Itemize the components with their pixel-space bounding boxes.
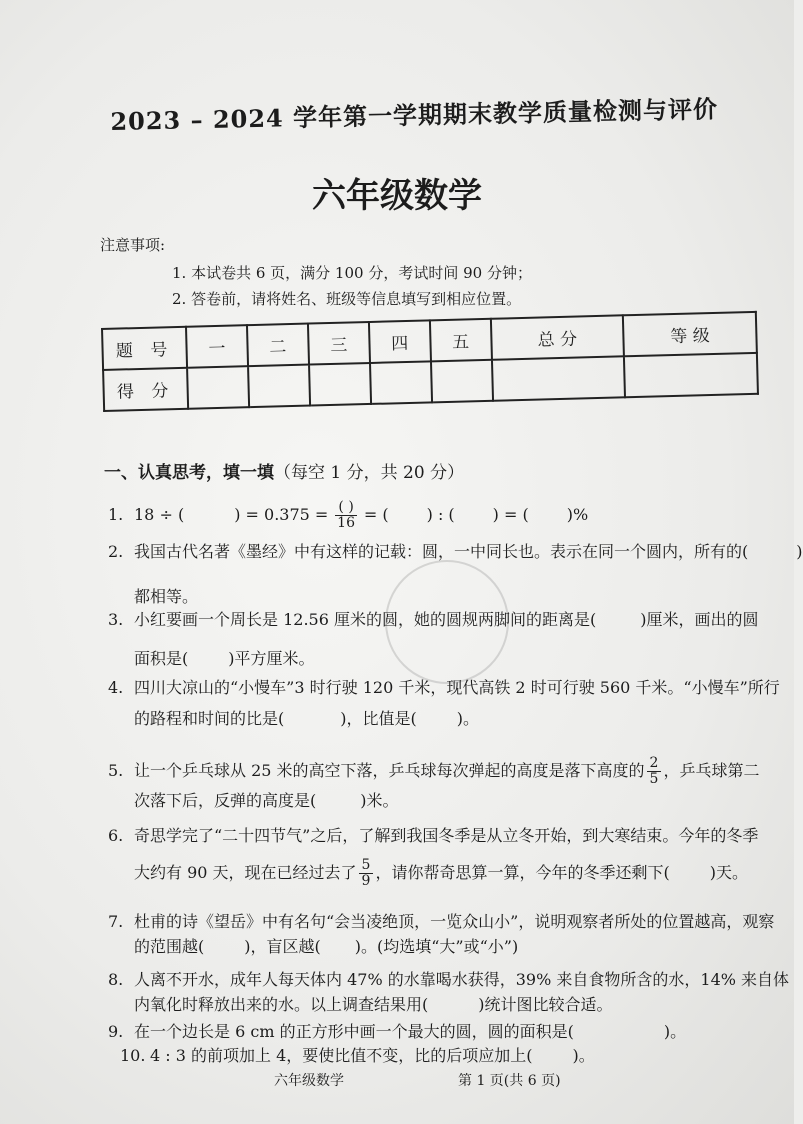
q9-text: 在一个边长是 6 cm 的正方形中画一个最大的圆，圆的面积是(: [134, 1022, 574, 1041]
question-5: [108, 756, 759, 787]
question-6: [108, 826, 758, 846]
question-8: [108, 970, 789, 990]
q4-line2-b: )，比值是(: [340, 709, 417, 728]
q3-line2-b: )平方厘米。: [228, 649, 315, 668]
score-cell[interactable]: [248, 365, 310, 408]
q5-text: 让一个乒乓球从 25 米的高空下落，乒乓球每次弹起的高度是落下高度的: [134, 761, 645, 780]
score-cell[interactable]: [491, 356, 625, 400]
fraction-numerator: 5: [359, 858, 374, 874]
section-1-title: 一、认真思考，填一填: [104, 463, 274, 483]
question-number: 9.: [108, 1022, 124, 1041]
question-number: 8.: [108, 970, 124, 989]
q5-line2-a: 次落下后，反弹的高度是(: [134, 791, 317, 810]
cell-section-5: 五: [430, 319, 492, 362]
q8-line2-a: 内氧化时释放出来的水。以上调查结果用(: [134, 995, 429, 1014]
notice-item-2: 2. 答卷前，请将姓名、班级等信息填写到相应位置。: [172, 290, 522, 308]
question-10: [120, 1046, 595, 1066]
footer-page-number: 第 1 页(共 6 页): [458, 1073, 561, 1089]
q6-text: 奇思学完了“二十四节气”之后，了解到我国冬季是从立冬开始，到大寒结束。今年的冬季: [134, 826, 759, 845]
q6-fraction: [359, 858, 374, 889]
q6-line2: [134, 858, 748, 889]
question-3: [108, 610, 758, 630]
q8-line2: [134, 992, 613, 1015]
q4-line2-c: )。: [456, 709, 479, 728]
question-9: [108, 1022, 686, 1042]
cell-section-4: 四: [369, 320, 431, 363]
question-7: [108, 912, 774, 932]
cell-section-2: 二: [247, 324, 309, 367]
q1-text-c: = (: [363, 505, 389, 524]
score-cell[interactable]: [370, 361, 432, 404]
q7-text: 杜甫的诗《望岳》中有名句“会当凌绝顶，一览众山小”，说明观察者所处的位置越高，观察: [134, 912, 775, 931]
q2-text: 我国古代名著《墨经》中有这样的记载：圆，一中同长也。表示在同一个圆内，所有的(: [134, 542, 749, 561]
cell-question-number-label: 题 号: [102, 327, 187, 370]
q2-text-end: ): [796, 542, 803, 561]
q7-line2-c: )。(均选填“大”或“小”): [354, 937, 519, 956]
q4-line2-a: 的路程和时间的比是(: [134, 709, 285, 728]
fraction-denominator: 16: [337, 515, 355, 531]
section-1-note: （每空 1 分，共 20 分）: [274, 463, 465, 483]
section-1-heading: [104, 458, 464, 483]
q3-text: 小红要画一个周长是 12.56 厘米的圆，她的圆规两脚间的距离是(: [134, 610, 597, 629]
question-number: 2.: [108, 542, 124, 561]
q5-line2-b: )米。: [360, 791, 399, 810]
q6-line2-a: 大约有 90 天，现在已经过去了: [134, 863, 357, 882]
notice-item-1: 1. 本试卷共 6 页，满分 100 分，考试时间 90 分钟；: [172, 264, 532, 282]
score-cell[interactable]: [187, 366, 249, 409]
fraction-denominator: 5: [649, 771, 659, 787]
q6-line2-b: ，请你帮奇思算一算，今年的冬季还剩下(: [375, 863, 670, 882]
cell-total-label: 总 分: [490, 315, 624, 359]
score-cell[interactable]: [431, 360, 493, 403]
q5-line2: [134, 788, 399, 811]
cell-score-label: 得 分: [103, 368, 188, 411]
footer-subject: 六年级数学: [274, 1073, 344, 1089]
q6-line2-c: )天。: [709, 863, 748, 882]
q7-line2-b: )，盲区越(: [244, 937, 321, 956]
q9-text-end: )。: [663, 1022, 687, 1041]
q4-line2: [134, 706, 479, 729]
q10-text: 4 : 3 的前项加上 4，要使比值不变，比的后项应加上(: [150, 1046, 533, 1065]
subject-title: 六年级数学: [312, 176, 482, 216]
exam-title: 2023 – 2024 学年第一学期期末教学质量检测与评价: [110, 94, 719, 136]
question-2: [108, 542, 803, 562]
q3-line2-a: 面积是(: [134, 649, 189, 668]
question-number: 10.: [120, 1046, 146, 1065]
q1-text-d: ) : (: [426, 505, 455, 524]
q10-text-end: )。: [572, 1046, 595, 1065]
question-number: 5.: [108, 761, 124, 780]
question-number: 1.: [108, 505, 124, 524]
q8-text: 人离不开水，成年人每天体内 47% 的水靠喝水获得，39% 来自食物所含的水，14% 来自体: [134, 970, 790, 989]
q5-fraction: [647, 756, 662, 787]
question-number: 6.: [108, 826, 124, 845]
score-table: [101, 311, 759, 412]
q1-text-b: ) = 0.375 =: [234, 505, 329, 524]
question-number: 4.: [108, 678, 124, 697]
fraction-numerator: 2: [647, 756, 662, 772]
question-4: [108, 678, 780, 698]
q8-line2-b: )统计图比较合适。: [478, 995, 613, 1014]
q1-text-a: 18 ÷ (: [134, 505, 185, 524]
q4-text: 四川大凉山的“小慢车”3 时行驶 120 千米，现代高铁 2 时可行驶 560 千米。“小慢车”所行: [134, 678, 780, 697]
score-cell[interactable]: [624, 353, 758, 397]
q5-text-after: ，乒乓球第二: [663, 761, 760, 780]
question-number: 3.: [108, 610, 124, 629]
q7-line2-a: 的范围越(: [134, 937, 205, 956]
fraction-denominator: 9: [361, 873, 371, 889]
cell-grade-label: 等 级: [623, 312, 757, 356]
notice-heading: 注意事项:: [100, 236, 166, 254]
score-cell[interactable]: [309, 363, 371, 406]
q7-line2: [134, 934, 518, 957]
question-1: [108, 500, 588, 531]
q3-line2: [134, 646, 315, 669]
cell-section-3: 三: [308, 322, 370, 365]
q3-text-mid: )厘米，画出的圆: [640, 610, 759, 629]
question-number: 7.: [108, 912, 124, 931]
cell-section-1: 一: [186, 325, 248, 368]
q1-fraction: [335, 500, 356, 531]
q1-text-e: ) = (: [492, 505, 529, 524]
q1-text-f: )%: [566, 505, 589, 524]
q2-line2: 都相等。: [134, 587, 199, 606]
fraction-numerator[interactable]: ( ): [335, 500, 356, 516]
